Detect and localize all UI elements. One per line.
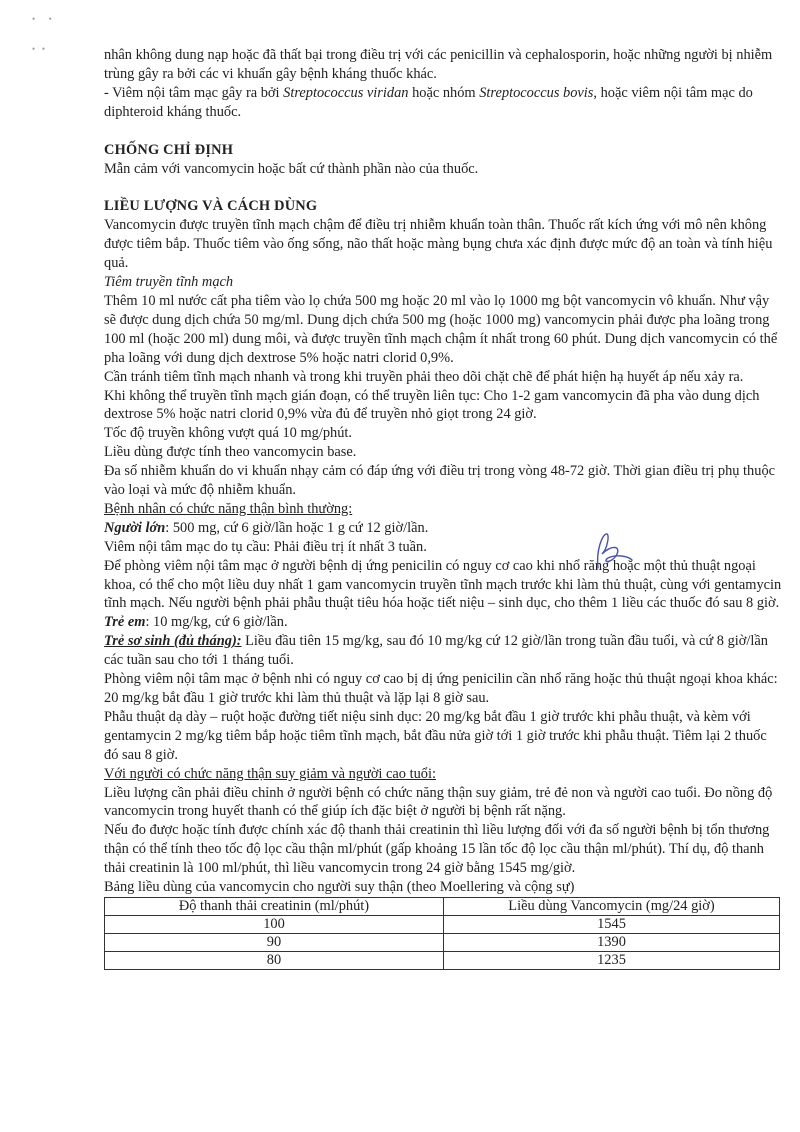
table-cell: 100 <box>105 915 444 933</box>
paragraph: Đa số nhiễm khuẩn do vi khuẩn nhạy cảm có đáp ứng với điều trị trong vòng 48-72 giờ. Thời gian điều trị phụ thuộc vào loại và mức độ nhiễm khuẩn. <box>104 463 776 499</box>
contraindication-text: Mẫn cảm với vancomycin hoặc bất cứ thành phần nào của thuốc. <box>104 160 479 177</box>
paragraph: Để phòng viêm nội tâm mạc ở người bệnh dị ứng penicilin có nguy cơ cao khi nhổ răng hoặc một thủ thuật ngoại khoa, có thể cho một liều duy nhất 1 gam vancomycin truyền tĩnh mạch trước khi làm thủ thuật, cùng với gentamycin tĩnh mạch. Nếu người bệnh phải phẫu thuật tiêu hóa hoặc tiết niệu – sinh dục, cho thêm 1 liều các thuốc đó sau 8 giờ. <box>104 557 782 612</box>
paragraph: Phẫu thuật dạ dày – ruột hoặc đường tiết niệu sinh dục: 20 mg/kg bắt đầu 1 giờ trước khi phẫu thuật, và kèm với gentamycin 2 mg/kg tiêm bắp hoặc tiêm tĩnh mạch, bắt đầu nửa giờ tới 1 giờ trước khi phẫu thuật. Tiêm lại 2 thuốc đó sau 8 giờ. <box>104 708 767 763</box>
organism-name: Streptococcus bovis <box>479 84 594 101</box>
scan-specks: • • <box>32 14 52 24</box>
adult-label: Người lớn <box>104 519 166 536</box>
paragraph: Vancomycin được truyền tĩnh mạch chậm để điều trị nhiễm khuẩn toàn thân. Thuốc rất kích ứng với mô nên không được tiêm bắp. Thuốc tiêm vào ống sống, não thất hoặc màng bụng chưa xác định được mức độ an toàn và tính hiệu quả. <box>104 217 773 272</box>
table-row <box>105 933 780 951</box>
paragraph: Khi không thể truyền tĩnh mạch gián đoạn, có thể truyền liên tục: Cho 1-2 gam vancomycin đã pha vào dung dịch dextrose 5% hoặc natri clorid 0,9% vừa đủ để truyền nhỏ giọt trong 24 giờ. <box>104 387 760 423</box>
renal-impairment-subheading: Với người có chức năng thận suy giảm và người cao tuổi: <box>104 765 436 782</box>
paragraph: Viêm nội tâm mạc do tụ cầu: Phải điều trị ít nhất 3 tuần. <box>104 538 427 555</box>
paragraph: Cần tránh tiêm tĩnh mạch nhanh và trong khi truyền phải theo dõi chặt chẽ để phát hiện hạ huyết áp nếu xảy ra. <box>104 368 744 385</box>
paragraph: Phòng viêm nội tâm mạc ở bệnh nhi có nguy cơ cao bị dị ứng penicilin cần nhổ răng hoặc thủ thuật ngoại khoa khác: 20 mg/kg bắt đầu 1 giờ trước khi làm thủ thuật và lặp lại 8 giờ sau. <box>104 671 778 706</box>
table-caption: Bảng liều dùng của vancomycin cho người suy thận (theo Moellering và cộng sự) <box>104 879 575 896</box>
dosage-heading: LIỀU LƯỢNG VÀ CÁCH DÙNG <box>104 198 318 215</box>
adult-dose <box>104 519 784 538</box>
table-row <box>105 951 780 969</box>
organism-name: Streptococcus viridan <box>283 84 409 101</box>
column-header: Liều dùng Vancomycin (mg/24 giờ) <box>444 897 780 915</box>
table-row <box>105 915 780 933</box>
text-run: , hoặc viêm nội tâm mạc do diphteroid kháng thuốc. <box>104 84 753 120</box>
table-header-row <box>105 897 780 915</box>
contraindication-heading: CHỐNG CHỈ ĐỊNH <box>104 141 234 158</box>
renal-dose-table <box>104 897 780 970</box>
table-cell: 1545 <box>444 915 780 933</box>
normal-renal-subheading: Bệnh nhân có chức năng thận bình thường: <box>104 500 353 517</box>
iv-subheading: Tiêm truyền tĩnh mạch <box>104 274 234 291</box>
text-run: - Viêm nội tâm mạc gây ra bởi <box>104 84 284 101</box>
column-header: Độ thanh thải creatinin (ml/phút) <box>105 897 444 915</box>
table-cell: 80 <box>105 951 444 969</box>
document-page <box>104 46 784 970</box>
text-run: hoặc nhóm <box>408 84 480 101</box>
paragraph: Liều lượng cần phải điều chỉnh ở người bệnh có chức năng thận suy giảm, trẻ đẻ non và người cao tuổi. Đo nồng độ vancomycin trong huyết thanh có thể giúp ích đặc biệt ở người bị bệnh rất nặng. <box>104 784 773 820</box>
neonate-label: Trẻ sơ sinh (đủ tháng): <box>104 633 242 650</box>
adult-dose-text: : 500 mg, cứ 6 giờ/lần hoặc 1 g cứ 12 giờ/lần. <box>165 519 429 536</box>
child-dose <box>104 613 784 632</box>
scan-specks: • • <box>32 44 46 54</box>
intro-bullet <box>104 84 784 122</box>
neonate-dose-text: Liều đầu tiên 15 mg/kg, sau đó 10 mg/kg cứ 12 giờ/lần trong tuần đầu tuổi, và cứ 8 giờ/lần các tuần sau cho tới 1 tháng tuổi. <box>104 633 768 669</box>
table-cell: 1235 <box>444 951 780 969</box>
table-cell: 90 <box>105 933 444 951</box>
paragraph: Liều dùng được tính theo vancomycin base. <box>104 444 357 461</box>
paragraph: Tốc độ truyền không vượt quá 10 mg/phút. <box>104 425 353 442</box>
paragraph: Nếu đo được hoặc tính được chính xác độ thanh thải creatinin thì liều lượng đối với đa số người bệnh bị tổn thương thận có thể tính theo tốc độ lọc cầu thận ml/phút (gấp khoảng 15 lần tốc độ lọc cầu thận ml/phút). Thí dụ, độ thanh thải creatinin là 100 ml/phút, thì liều vancomycin trong 24 giờ bằng 1545 mg/giờ. <box>104 822 770 877</box>
table-cell: 1390 <box>444 933 780 951</box>
child-label: Trẻ em <box>104 614 146 631</box>
neonate-dose <box>104 632 784 670</box>
child-dose-text: : 10 mg/kg, cứ 6 giờ/lần. <box>145 614 288 631</box>
handwritten-initials <box>588 530 638 574</box>
paragraph: Thêm 10 ml nước cất pha tiêm vào lọ chứa 500 mg hoặc 20 ml vào lọ 1000 mg bột vancomycin vô khuẩn. Như vậy sẽ được dung dịch chứa 50 mg/ml. Dung dịch chứa 500 mg (hoặc 1000 mg) vancomycin phải được pha loãng trong 100 ml (hoặc 200 ml) dung môi, và được truyền tĩnh mạch chậm ít nhất trong 60 phút. Dung dịch vancomycin có thể pha loãng với dung dịch dextrose 5% hoặc natri clorid 0,9%. <box>104 292 778 366</box>
intro-text: nhân không dung nạp hoặc đã thất bại trong điều trị với các penicillin và cephalosporin, hoặc những người bị nhiễm trùng gây ra bởi các vi khuẩn gây bệnh kháng thuốc khác. <box>104 47 773 82</box>
